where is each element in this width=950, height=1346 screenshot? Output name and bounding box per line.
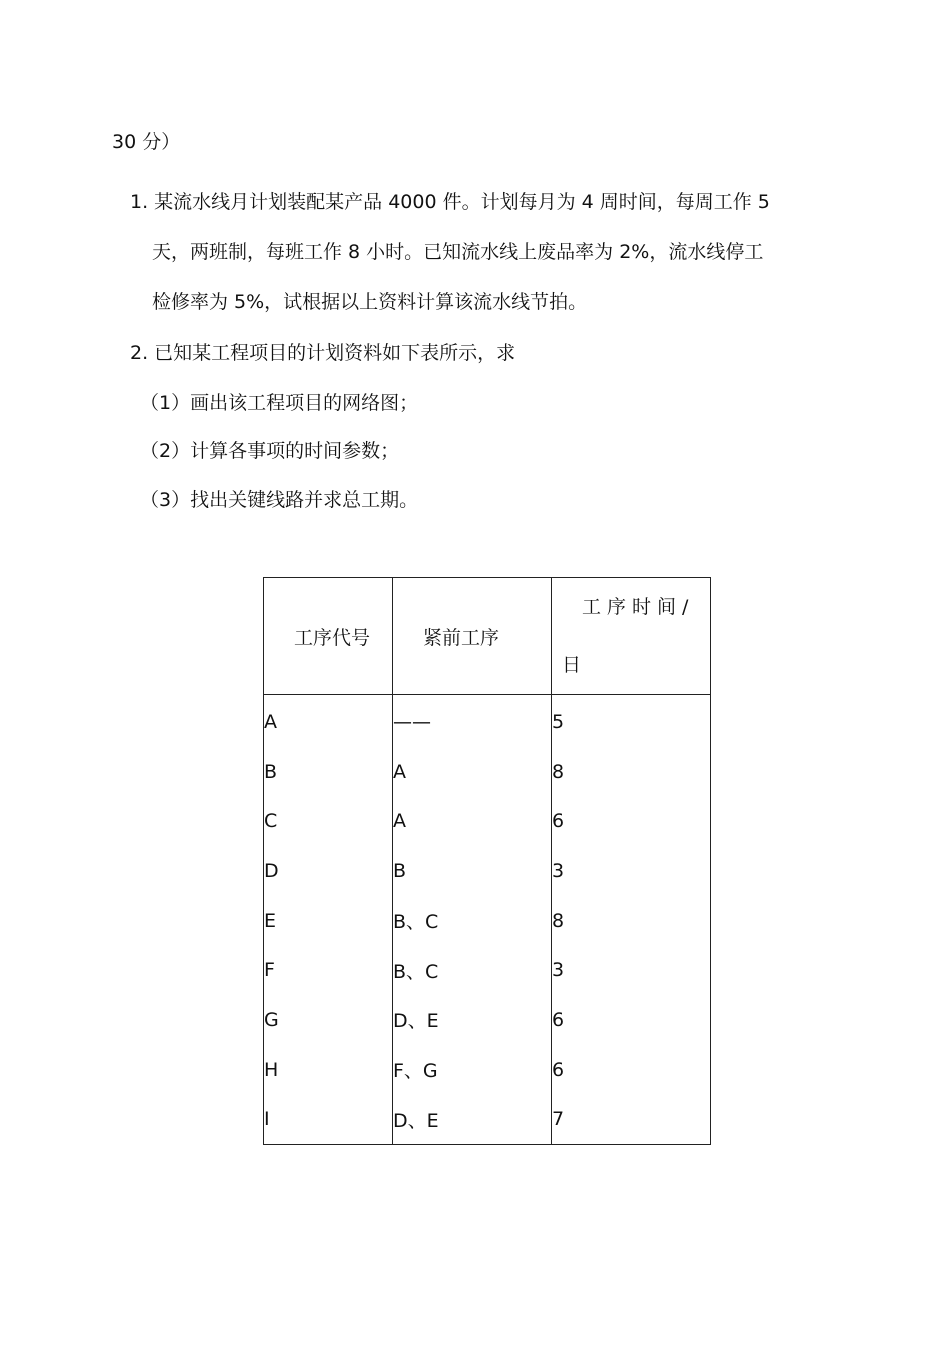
cell-predecessor: B、C (393, 945, 552, 995)
cell-predecessor: D、E (393, 995, 552, 1045)
question-2-line: 2. 已知某工程项目的计划资料如下表所示，求 (130, 342, 516, 364)
cell-predecessor: F、G (393, 1045, 552, 1095)
cell-duration: 6 (552, 796, 711, 846)
cell-predecessor: B、C (393, 896, 552, 946)
cell-predecessor: A (393, 747, 552, 797)
table-row (264, 846, 711, 896)
score-line: 30 分） (112, 131, 181, 153)
cell-predecessor: B (393, 846, 552, 896)
table-row (264, 1095, 711, 1145)
cell-duration: 5 (552, 695, 711, 747)
table-row (264, 796, 711, 846)
question-2-sub-2: （2）计算各事项的时间参数； (140, 440, 400, 462)
cell-code: F (264, 945, 393, 995)
cell-code: H (264, 1045, 393, 1095)
header-code: 工序代号 (264, 578, 393, 695)
process-table (263, 577, 711, 1145)
cell-code: I (264, 1095, 393, 1145)
table-row (264, 945, 711, 995)
cell-duration: 7 (552, 1095, 711, 1145)
cell-code: B (264, 747, 393, 797)
table-row (264, 747, 711, 797)
cell-code: A (264, 695, 393, 747)
cell-predecessor: A (393, 796, 552, 846)
cell-code: D (264, 846, 393, 896)
cell-duration: 8 (552, 896, 711, 946)
table-row (264, 896, 711, 946)
cell-code: E (264, 896, 393, 946)
question-2-sub-3: （3）找出关键线路并求总工期。 (140, 489, 419, 511)
question-2-sub-1: （1）画出该工程项目的网络图； (140, 392, 419, 414)
header-predecessor: 紧前工序 (393, 578, 552, 695)
cell-predecessor: —— (393, 695, 552, 747)
question-1-line-2: 天，两班制，每班工作 8 小时。已知流水线上废品率为 2%，流水线停工 (152, 241, 764, 263)
question-1-line-1: 1. 某流水线月计划装配某产品 4000 件。计划每月为 4 周时间，每周工作 5 (130, 191, 770, 213)
header-duration (552, 578, 711, 695)
cell-duration: 8 (552, 747, 711, 797)
cell-code: C (264, 796, 393, 846)
cell-duration: 3 (552, 846, 711, 896)
cell-predecessor: D、E (393, 1095, 552, 1145)
table-row (264, 995, 711, 1045)
table-row (264, 695, 711, 747)
header-duration-line-1: 工序时间/ (582, 596, 695, 618)
table-row (264, 1045, 711, 1095)
table-header-row (264, 578, 711, 695)
cell-duration: 3 (552, 945, 711, 995)
header-duration-line-2: 日 (562, 654, 588, 676)
cell-duration: 6 (552, 995, 711, 1045)
cell-code: G (264, 995, 393, 1045)
question-1-line-3: 检修率为 5%，试根据以上资料计算该流水线节拍。 (152, 291, 588, 313)
cell-duration: 6 (552, 1045, 711, 1095)
